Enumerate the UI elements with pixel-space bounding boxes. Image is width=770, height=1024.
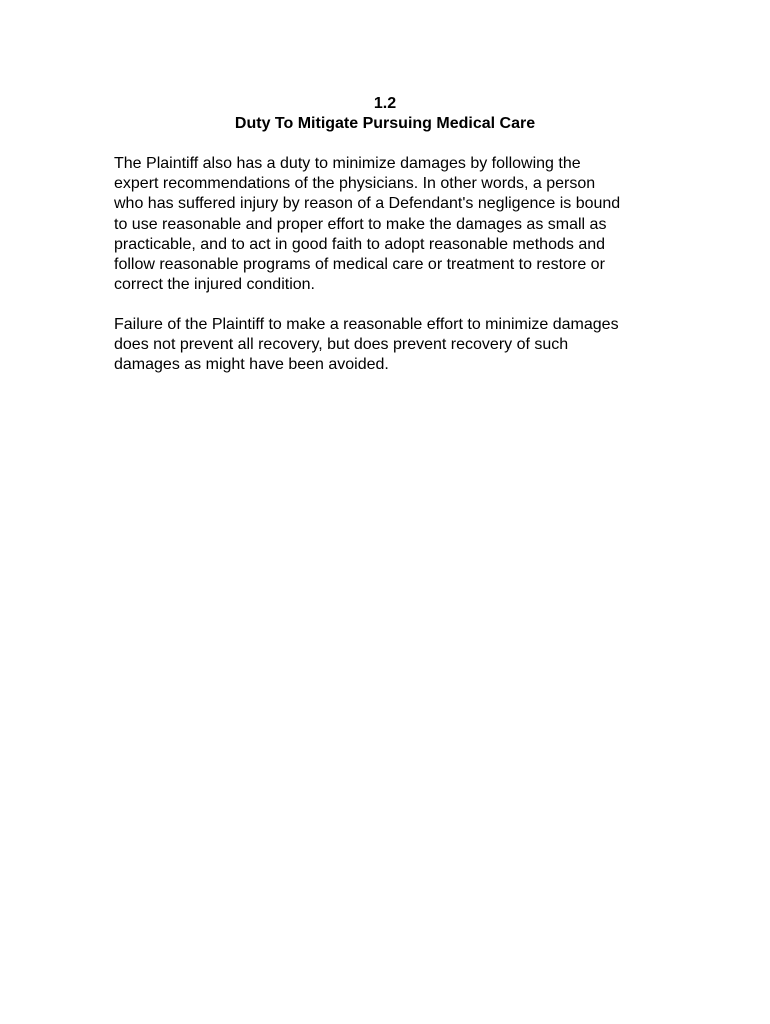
paragraph-line: follow reasonable programs of medical care or treatment to restore or <box>114 256 605 274</box>
section-heading <box>0 94 770 134</box>
paragraph-line: to use reasonable and proper effort to make the damages as small as <box>114 215 607 233</box>
section-title: Duty To Mitigate Pursuing Medical Care <box>234 115 536 132</box>
paragraph-line: damages as might have been avoided. <box>114 356 389 374</box>
paragraph-2 <box>114 315 674 376</box>
paragraph-line: Failure of the Plaintiff to make a reasonable effort to minimize damages <box>114 316 619 333</box>
paragraph-line: does not prevent all recovery, but does prevent recovery of such <box>114 336 569 354</box>
paragraph-line: correct the injured condition. <box>114 276 315 294</box>
section-number: 1.2 <box>373 95 397 112</box>
paragraph-line: expert recommendations of the physicians. In other words, a person <box>114 175 596 193</box>
paragraph-line: The Plaintiff also has a duty to minimize damages by following the <box>114 155 581 172</box>
paragraph-line: practicable, and to act in good faith to adopt reasonable methods and <box>114 235 606 253</box>
paragraph-line: who has suffered injury by reason of a Defendant's negligence is bound <box>114 195 621 213</box>
paragraph-1 <box>114 154 674 295</box>
